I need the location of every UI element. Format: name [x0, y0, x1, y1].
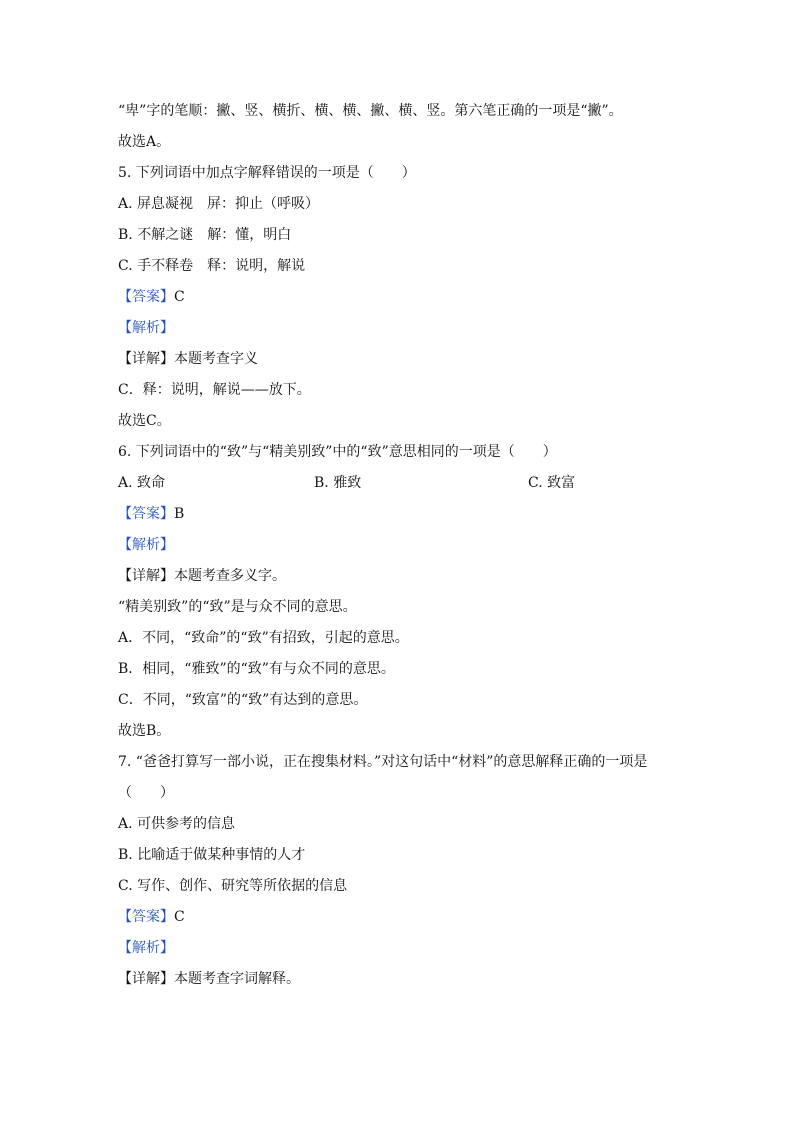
question-6-detail-4: C．不同，“致富”的“致”有达到的意思。: [118, 692, 368, 708]
question-6-stem: 6. 下列词语中的“致”与“精美别致”中的“致”意思相同的一项是（ ）: [118, 444, 557, 460]
question-6-option-c: C. 致富: [528, 475, 576, 491]
text-line: 故选A。: [118, 134, 171, 150]
detail-tag: 【详解】: [118, 568, 174, 584]
answer-value: C: [174, 289, 185, 305]
detail-text: 本题考查字义: [174, 351, 258, 367]
question-7-option-a: A. 可供参考的信息: [118, 816, 236, 832]
question-6-conclude: 故选B。: [118, 723, 171, 739]
question-6-options: [118, 468, 718, 499]
analysis-tag: 【解析】: [118, 940, 174, 956]
question-6-detail-1: “精美别致”的“致”是与众不同的意思。: [118, 599, 357, 615]
question-5-detail: [118, 344, 718, 375]
question-5-stem: 5. 下列词语中加点字解释错误的一项是（ ）: [118, 165, 416, 181]
question-7-stem-continued: （ ）: [118, 785, 174, 801]
detail-tag: 【详解】: [118, 971, 174, 987]
question-5-answer: [118, 282, 718, 313]
question-5-option-a: A. 屏息凝视 屏：抑止（呼吸）: [118, 196, 320, 212]
question-7-option-b: B. 比喻适于做某种事情的人才: [118, 847, 306, 863]
analysis-tag: 【解析】: [118, 320, 174, 336]
question-7-stem: 7. “爸爸打算写一部小说，正在搜集材料。”对这句话中“材料”的意思解释正确的一项是: [118, 754, 648, 770]
question-6-option-b: B. 雅致: [314, 475, 362, 491]
detail-text: 本题考查字词解释。: [174, 971, 300, 987]
question-6-answer: [118, 499, 718, 530]
detail-text: 本题考查多义字。: [174, 568, 286, 584]
answer-tag: 【答案】: [118, 909, 174, 925]
answer-value: C: [174, 909, 185, 925]
answer-tag: 【答案】: [118, 289, 174, 305]
question-7-answer: [118, 902, 718, 933]
question-6-option-a: A. 致命: [118, 475, 166, 491]
question-5-explain: C．释：说明，解说——放下。: [118, 382, 311, 398]
analysis-tag: 【解析】: [118, 537, 174, 553]
question-7-option-c: C. 写作、创作、研究等所依据的信息: [118, 878, 348, 894]
question-5-analysis: [118, 313, 718, 344]
text-line: “卑”字的笔顺：撇、竖、横折、横、横、撇、横、竖。第六笔正确的一项是“撇”。: [118, 103, 623, 119]
question-5-option-c: C. 手不释卷 释：说明，解说: [118, 258, 306, 274]
question-5-option-b: B. 不解之谜 解：懂，明白: [118, 227, 292, 243]
question-6-analysis: [118, 530, 718, 561]
question-7-detail: [118, 964, 718, 995]
question-5-conclude: 故选C。: [118, 413, 171, 429]
question-7-analysis: [118, 933, 718, 964]
document-content: [118, 96, 718, 995]
question-6-detail-2: A．不同，“致命”的“致”有招致，引起的意思。: [118, 630, 409, 646]
question-6-detail-3: B．相同，“雅致”的“致”有与众不同的意思。: [118, 661, 395, 677]
question-6-detail: [118, 561, 718, 592]
answer-tag: 【答案】: [118, 506, 174, 522]
detail-tag: 【详解】: [118, 351, 174, 367]
answer-value: B: [174, 506, 185, 522]
